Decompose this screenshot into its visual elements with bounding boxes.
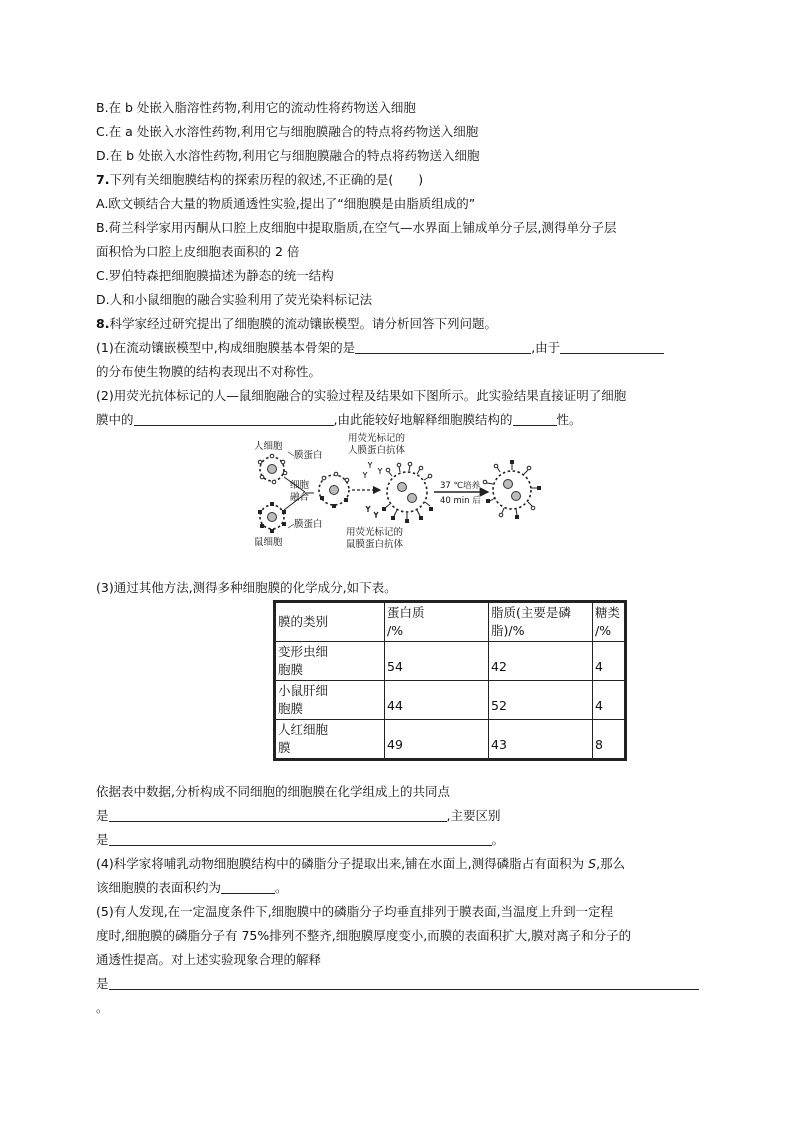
label-human-antibody-2: 人膜蛋白抗体 <box>348 445 406 456</box>
q8-part5-answer: 是 <box>96 975 699 993</box>
option-c-prev: C.在 a 处嵌入水溶性药物,利用它与细胞膜融合的特点将药物送入细胞 <box>96 124 479 139</box>
row-name: 人红细胞 膜 <box>275 720 385 760</box>
row-lipid: 52 <box>489 681 593 720</box>
header-protein: 蛋白质 /% <box>385 602 489 642</box>
q8-part1-line2: 的分布使生物膜的结构表现出不对称性。 <box>96 364 322 379</box>
q8-part2-line2 <box>96 411 582 429</box>
row-name: 变形虫细 胞膜 <box>275 642 385 681</box>
row-protein: 49 <box>385 720 489 760</box>
question-7-text: 下列有关细胞膜结构的探索历程的叙述,不正确的是( ) <box>109 172 424 187</box>
fused-cell-final <box>483 460 541 519</box>
table-row <box>275 681 626 720</box>
label-mouse-antibody-1: 用荧光标记的 <box>346 527 404 538</box>
table-row <box>275 642 626 681</box>
row-lipid: 43 <box>489 720 593 760</box>
header-membrane-type: 膜的类别 <box>275 602 385 642</box>
q8-part5-end: 。 <box>96 1000 109 1015</box>
q8-part2-text-b: ,由此能较好地解释细胞膜结构的 <box>333 412 513 427</box>
row-sugar: 4 <box>593 642 626 681</box>
q8-part5-line2: 度时,细胞膜的磷脂分子有 75%排列不整齐,细胞膜厚度变小,而膜的表面积扩大,膜对离子和分子的 <box>96 928 632 943</box>
human-antibody-marks <box>363 462 382 478</box>
label-membrane-protein-bottom: 膜蛋白 <box>294 519 323 530</box>
option-d-prev: D.在 b 处嵌入水溶性药物,利用它与细胞膜融合的特点将药物送入细胞 <box>96 148 480 163</box>
q8-part3-answer-line1: 是 ,主要区别 <box>96 808 501 823</box>
row-lipid: 42 <box>489 642 593 681</box>
question-8-number: 8. <box>96 316 110 331</box>
membrane-composition-table <box>273 600 627 761</box>
q8-part3-question: 依据表中数据,分析构成不同细胞的细胞膜在化学组成上的共同点 <box>96 784 450 799</box>
mouse-antibody-marks <box>366 506 378 518</box>
q7-option-a: A.欧文顿结合大量的物质通透性实验,提出了“细胞膜是由脂质组成的” <box>96 196 476 211</box>
answer-blank-1[interactable] <box>355 340 531 354</box>
answer-blank-5[interactable] <box>109 808 447 822</box>
q8-part3-answer-line2: 是 。 <box>96 832 505 847</box>
q7-option-c: C.罗伯特森把细胞膜描述为静态的统一结构 <box>96 268 334 283</box>
q8-part1-line1 <box>96 339 664 357</box>
label-mouse-cell: 鼠细胞 <box>254 537 283 548</box>
fused-cell-initial <box>319 472 349 508</box>
question-8-stem <box>96 315 497 333</box>
row-name: 小鼠肝细 胞膜 <box>275 681 385 720</box>
answer-blank-2[interactable] <box>560 340 664 354</box>
label-cell-fusion-1: 细胞 <box>290 480 310 491</box>
table-header-row <box>275 602 626 642</box>
q7-option-b-line1: B.荷兰科学家用丙酮从口腔上皮细胞中提取脂质,在空气—水界面上铺成单分子层,测得单分子层 <box>96 220 617 235</box>
label-mouse-antibody-2: 鼠膜蛋白抗体 <box>346 539 404 550</box>
symbol-s: S <box>588 856 597 871</box>
q8-part3-intro: (3)通过其他方法,测得多种细胞膜的化学成分,如下表。 <box>96 580 397 595</box>
q7-option-b-line2: 面积恰为口腔上皮细胞表面积的 2 倍 <box>96 244 300 259</box>
table-row <box>275 720 626 760</box>
q8-part2-line1: (2)用荧光抗体标记的人—鼠细胞融合的实验过程及结果如下图所示。此实验结果直接证明了细胞 <box>96 388 627 403</box>
mouse-cell <box>258 502 286 533</box>
label-human-antibody-1: 用荧光标记的 <box>348 433 406 444</box>
q8-part4-line1: (4)科学家将哺乳动物细胞膜结构中的磷脂分子提取出来,铺在水面上,测得磷脂占有面积为 S,那么 <box>96 856 626 871</box>
answer-blank-4[interactable] <box>513 412 557 426</box>
answer-blank-3[interactable] <box>134 412 334 426</box>
cell-fusion-diagram <box>250 432 550 552</box>
row-protein: 44 <box>385 681 489 720</box>
row-protein: 54 <box>385 642 489 681</box>
question-7-number: 7. <box>96 172 110 187</box>
header-lipid: 脂质(主要是磷 脂)/% <box>489 602 593 642</box>
q8-part2-text: 膜中的 <box>96 412 134 427</box>
q8-part5-line1: (5)有人发现,在一定温度条件下,细胞膜中的磷脂分子均垂直排列于膜表面,当温度上升到一定程 <box>96 904 614 919</box>
q7-option-d: D.人和小鼠细胞的融合实验利用了荧光染料标记法 <box>96 292 373 307</box>
label-culture-1: 37 ℃培养 <box>440 481 481 491</box>
question-7-stem <box>96 171 423 189</box>
option-b-prev: B.在 b 处嵌入脂溶性药物,利用它的流动性将药物送入细胞 <box>96 100 416 115</box>
q8-part4-line2: 该细胞膜的表面积约为 。 <box>96 880 288 895</box>
label-membrane-protein-top: 膜蛋白 <box>294 450 323 461</box>
label-human-cell: 人细胞 <box>254 441 283 452</box>
q8-part1-text-b: ,由于 <box>531 340 561 355</box>
fused-cell-labeled <box>382 462 433 523</box>
human-cell <box>258 454 287 484</box>
answer-blank-8[interactable] <box>109 976 699 990</box>
header-sugar: 糖类 /% <box>593 602 626 642</box>
answer-blank-6[interactable] <box>109 832 492 846</box>
question-8-text: 科学家经过研究提出了细胞膜的流动镶嵌模型。请分析回答下列问题。 <box>109 316 497 331</box>
q8-part2-text-c: 性。 <box>556 412 582 427</box>
q8-part1-text: (1)在流动镶嵌模型中,构成细胞膜基本骨架的是 <box>96 340 356 355</box>
label-culture-2: 40 min 后 <box>440 496 481 506</box>
answer-blank-7[interactable] <box>221 880 275 894</box>
row-sugar: 4 <box>593 681 626 720</box>
row-sugar: 8 <box>593 720 626 760</box>
label-cell-fusion-2: 融合 <box>290 492 310 503</box>
q8-part5-line3: 通透性提高。对上述实验现象合理的解释 <box>96 952 322 967</box>
